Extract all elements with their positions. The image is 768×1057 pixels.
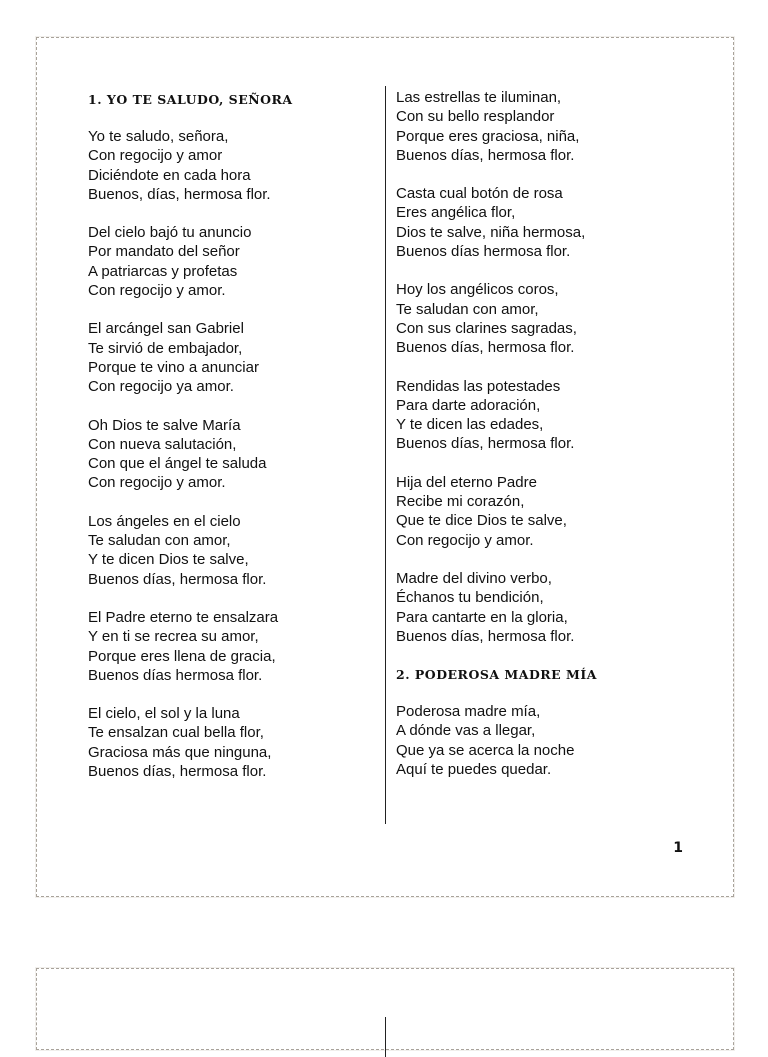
- verse-line: Con su bello resplandor: [396, 108, 555, 126]
- verse-line: Del cielo bajó tu anuncio: [88, 224, 252, 242]
- left-stanzas: [88, 127, 378, 781]
- verse-line: Y te dicen Dios te salve,: [88, 551, 249, 569]
- verse-line: Para darte adoración,: [396, 396, 541, 414]
- right-stanzas-second-song: [396, 702, 716, 779]
- verse-line: Con regocijo y amor: [88, 147, 223, 165]
- verse-line: Que ya se acerca la noche: [396, 741, 575, 759]
- column-divider: [385, 1017, 386, 1057]
- verse-line: A patriarcas y profetas: [88, 262, 238, 280]
- stanza: [396, 377, 716, 454]
- verse-line: Buenos días, hermosa flor.: [396, 339, 575, 357]
- verse-line: Buenos días, hermosa flor.: [88, 570, 267, 588]
- song-title-2: 2. PODEROSA MADRE MÍA: [396, 667, 597, 683]
- column-divider: [385, 86, 386, 824]
- right-stanzas: [396, 88, 716, 646]
- verse-line: Madre del divino verbo,: [396, 569, 552, 587]
- stanza: [396, 280, 716, 357]
- document-page: [36, 37, 734, 897]
- verse-line: Rendidas las potestades: [396, 377, 561, 395]
- verse-line: Échanos tu bendición,: [396, 589, 544, 607]
- verse-line: Porque te vino a anunciar: [88, 358, 259, 376]
- verse-line: Buenos días, hermosa flor.: [396, 146, 575, 164]
- verse-line: Buenos días, hermosa flor.: [88, 763, 267, 781]
- verse-line: Dios te salve, niña hermosa,: [396, 223, 586, 241]
- verse-line: Yo te saludo, señora,: [88, 128, 229, 145]
- verse-line: Casta cual botón de rosa: [396, 185, 563, 203]
- verse-line: Con nueva salutación,: [88, 435, 237, 453]
- verse-line: Con regocijo ya amor.: [88, 378, 234, 396]
- stanza: [88, 223, 378, 300]
- verse-line: A dónde vas a llegar,: [396, 722, 536, 740]
- verse-line: Con regocijo y amor.: [88, 282, 226, 300]
- verse-line: Eres angélica flor,: [396, 204, 516, 222]
- verse-line: El Padre eterno te ensalzara: [88, 608, 279, 626]
- stanza: [88, 512, 378, 589]
- stanza: [88, 416, 378, 493]
- verse-line: Te sirvió de embajador,: [88, 339, 243, 357]
- verse-line: Y en ti se recrea su amor,: [88, 628, 259, 646]
- verse-line: Buenos, días, hermosa flor.: [88, 185, 271, 203]
- verse-line: Hoy los angélicos coros,: [396, 281, 559, 299]
- verse-line: El arcángel san Gabriel: [88, 320, 244, 338]
- verse-line: Te ensalzan cual bella flor,: [88, 724, 264, 742]
- verse-line: Y te dicen las edades,: [396, 416, 544, 434]
- verse-line: Con regocijo y amor.: [88, 474, 226, 492]
- verse-line: Los ángeles en el cielo: [88, 512, 241, 530]
- verse-line: Con regocijo y amor.: [396, 531, 534, 549]
- stanza: [88, 608, 378, 685]
- verse-line: Porque eres graciosa, niña,: [396, 127, 580, 145]
- stanza: [396, 88, 716, 165]
- stanza: [88, 127, 378, 204]
- verse-line: Con sus clarines sagradas,: [396, 319, 577, 337]
- verse-line: Hija del eterno Padre: [396, 473, 537, 491]
- verse-line: Aquí te puedes quedar.: [396, 761, 552, 779]
- verse-line: Graciosa más que ninguna,: [88, 743, 272, 761]
- verse-line: Te saludan con amor,: [88, 532, 231, 550]
- verse-line: Poderosa madre mía,: [396, 703, 541, 721]
- verse-line: El cielo, el sol y la luna: [88, 705, 240, 723]
- verse-line: Con que el ángel te saluda: [88, 455, 267, 473]
- verse-line: Oh Dios te salve María: [88, 416, 241, 434]
- left-column: [88, 90, 378, 800]
- page-number: 1: [673, 840, 683, 856]
- verse-line: Porque eres llena de gracia,: [88, 647, 276, 665]
- verse-line: Buenos días, hermosa flor.: [396, 435, 575, 453]
- stanza: [396, 702, 716, 779]
- verse-line: Buenos días, hermosa flor.: [396, 627, 575, 645]
- verse-line: Te saludan con amor,: [396, 300, 539, 318]
- right-column: [396, 88, 716, 798]
- verse-line: Que te dice Dios te salve,: [396, 512, 567, 530]
- song-title-1: 1. YO TE SALUDO, SEÑORA: [88, 92, 293, 107]
- verse-line: Para cantarte en la gloria,: [396, 608, 568, 626]
- verse-line: Por mandato del señor: [88, 243, 240, 261]
- verse-line: Recibe mi corazón,: [396, 493, 525, 511]
- verse-line: Buenos días hermosa flor.: [396, 243, 571, 261]
- stanza: [88, 319, 378, 396]
- verse-line: Buenos días hermosa flor.: [88, 666, 263, 684]
- verse-line: Diciéndote en cada hora: [88, 166, 251, 184]
- stanza: [396, 184, 716, 261]
- stanza: [88, 704, 378, 781]
- verse-line: Las estrellas te iluminan,: [396, 89, 562, 106]
- stanza: [396, 473, 716, 550]
- stanza: [396, 569, 716, 646]
- document-page-next: [36, 968, 734, 1050]
